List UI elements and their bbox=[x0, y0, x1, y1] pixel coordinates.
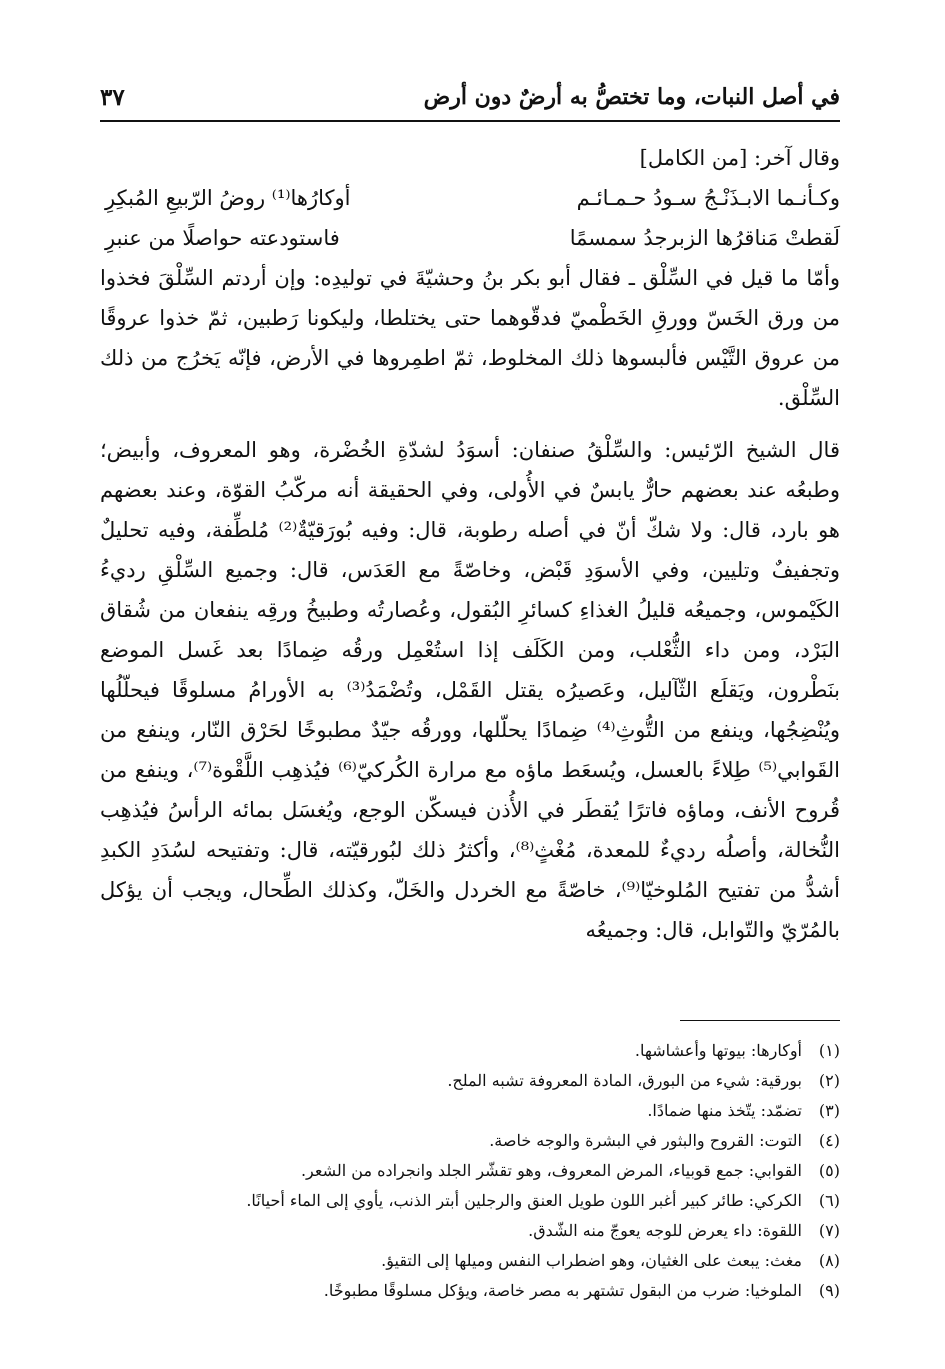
footnote-number: (٣) bbox=[818, 1101, 840, 1120]
page-number: ٣٧ bbox=[100, 84, 125, 111]
verse-intro: وقال آخر: [من الكامل] bbox=[639, 146, 840, 170]
footnote bbox=[100, 1216, 840, 1246]
footnote-number: (٧) bbox=[818, 1221, 840, 1240]
footnote bbox=[100, 1246, 840, 1276]
footnote bbox=[100, 1096, 840, 1126]
verse-second-hemistich: أوكارُها⁽¹⁾ روضُ الرّبيعِ المُبكِرِ bbox=[105, 186, 351, 210]
footnotes bbox=[100, 1036, 840, 1306]
verse-line bbox=[100, 178, 840, 218]
footnote-text: اللقوة: داء يعرض للوجه يعوجّ منه الشّدق. bbox=[528, 1221, 802, 1240]
footnote-text: بورقية: شيء من البورق، المادة المعروفة تشبه الملح. bbox=[447, 1071, 802, 1090]
footnote-number: (٨) bbox=[818, 1251, 840, 1270]
paragraph-salq-properties: قال الشيخ الرّئيس: والسِّلْقُ صنفان: أسوَدُ لشدّةِ الخُضْرة، وهو المعروف، وأبيض؛ وطبعُه عند بعضهم حارٌّ يابسٌ في الأُولى، وفي الحقيقة أنه مركّبُ القوّة، وعند بعضهم هو بارد، قال: ولا شكّ أنّ في أصله رطوبة، قال: وفيه بُورَقيّةٌ⁽²⁾ مُلطِّفة، وفيه تحليلٌ وتجفيفٌ وتليين، وفي الأسوَدِ قَبْض، وخاصّةً مع العَدَس، قال: وجميع السِّلْقِ رديءُ الكَيْموس، وجميعُه قليلُ الغذاءِ كسائرِ البُقول، وعُصارتُه وطبيخُ ورقِه ينفعان من شُقاق البَرْد، ومن داء الثُّعْلب، ومن الكَلَف إذا استُعْمِل ورقُه ضِمادًا بعد غَسل الموضع بنَطْرون، ويَقلَع الثّآليل، وعَصيرُه يقتل القَمْل، وتُضْمَدُ⁽³⁾ به الأورامُ مسلوقًا فيحلّلُها ويُنْضِجُها، وينفع من التُّوثِ⁽⁴⁾ ضِمادًا يحلّلها، وورقُه جيّدٌ مطبوخًا لحَرْق النّار، وينفع من القَوابي⁽⁵⁾ طِلاءً بالعسل، ويُسعَط ماؤه مع مرارة الكُركيّ⁽⁶⁾ فيُذهِب اللَّقْوة⁽⁷⁾، وينفع من قُروح الأنف، وماؤه فاترًا يُقطَر في الأُذن فيسكّن الوجع، ويُغسَل بمائه الرأسُ فيُذهِب النُّخالة، وأصلُه رديءٌ للمعدة، مُغْثٍ⁽⁸⁾، وأكثرُ ذلك لبُورقيّته، قال: وتفتيحه لسُدَدِ الكبدِ أشدُّ من تفتيح المُلوخيّا⁽⁹⁾، خاصّةً مع الخردل والخَلّ، وكذلك الطِّحال، ويجب أن يؤكل بالمُرّيّ والتّوابل، قال: وجميعُه bbox=[100, 438, 840, 942]
footnote-text: أوكارها: بيوتها وأعشاشها. bbox=[634, 1041, 802, 1060]
footnote bbox=[100, 1186, 840, 1216]
paragraph-gap bbox=[100, 418, 840, 430]
footnote bbox=[100, 1036, 840, 1066]
verse-second-hemistich: فاستودعته حواصلًا من عنبرِ bbox=[105, 226, 340, 250]
footnote bbox=[100, 1066, 840, 1096]
footnote bbox=[100, 1126, 840, 1156]
footnote-number: (٤) bbox=[818, 1131, 840, 1150]
footnote-text: تضمّد: يتّخذ منها ضمادًا. bbox=[647, 1101, 802, 1120]
footnote-text: الملوخيا: ضرب من البقول تشتهر به مصر خاصة، ويؤكل مسلوقًا مطبوخًا. bbox=[323, 1281, 802, 1300]
footnote-number: (٩) bbox=[818, 1281, 840, 1300]
verse-first-hemistich: وكـأنـما الابـذَنْـجُ سـودُ حـمـائـم bbox=[576, 186, 840, 210]
footnote-text: التوت: القروح والبثور في البشرة والوجه خاصة. bbox=[489, 1131, 802, 1150]
footnote-number: (١) bbox=[818, 1041, 840, 1060]
verse-line bbox=[100, 218, 840, 258]
footnote-number: (٦) bbox=[818, 1191, 840, 1210]
footnote-text: مغث: يبعث على الغثيان، وهو اضطراب النفس وميلها إلى التقيؤ. bbox=[381, 1251, 802, 1270]
footnote-number: (٥) bbox=[818, 1161, 840, 1180]
footnote-text: القوابي: جمع قوبياء، المرض المعروف، وهو تقشّر الجلد وانجراده من الشعر. bbox=[300, 1161, 802, 1180]
page-header bbox=[100, 80, 840, 122]
footnote bbox=[100, 1276, 840, 1306]
verse-first-hemistich: لَقطتْ مَناقرُها الزبرجدُ سمسمًا bbox=[569, 226, 840, 250]
footnote bbox=[100, 1156, 840, 1186]
footnote-separator bbox=[680, 1020, 840, 1021]
running-title: في أصل النبات، وما تختصُّ به أرضٌ دون أرض bbox=[423, 84, 840, 110]
footnote-text: الكركي: طائر كبير أغبر اللون طويل العنق والرجلين أبتر الذنب، يأوي إلى الماء أحيانًا. bbox=[246, 1191, 802, 1210]
main-text bbox=[100, 138, 840, 950]
footnote-number: (٢) bbox=[818, 1071, 840, 1090]
paragraph-salq-cultivation: وأمّا ما قيل في السِّلْق ـ فقال أبو بكر بنُ وحشيّةَ في توليدِه: وإن أردتم السِّلْقَ فخذوا من ورق الخَسّ وورقِ الخَطْميّ فدقّوهما حتى يختلطا، وليكونا رَطبين، ثمّ خذوا عروقًا من عروق التَّيْس فألبسوها ذلك المخلوط، ثمّ اطمِروها في الأرض، فإنّه يَخرُج من ذلك السِّلْق. bbox=[100, 266, 840, 410]
